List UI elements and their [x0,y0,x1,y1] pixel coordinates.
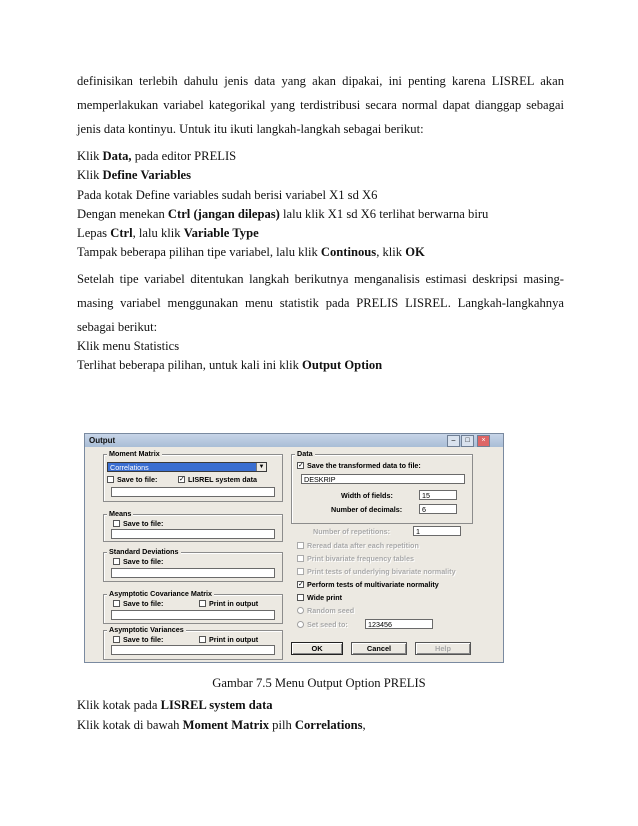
moment-matrix-label: Moment Matrix [109,449,160,458]
set-seed-radio[interactable] [297,621,304,628]
width-fields-label: Width of fields: [341,491,393,500]
reread-label: Reread data after each repetition [307,541,419,550]
moment-matrix-select[interactable]: Correlations ▼ [107,462,267,472]
multivariate-normality-label: Perform tests of multivariate normality [307,580,439,589]
help-button[interactable]: Help [415,642,471,655]
dialog-title: Output [89,436,116,445]
seed-input[interactable]: 123456 [365,619,433,629]
bivariate-normality-label: Print tests of underlying bivariate normality [307,567,456,576]
step-4: Dengan menekan Ctrl (jangan dilepas) lalu klik X1 sd X6 terlihat berwarna biru [77,207,489,221]
wide-print-label: Wide print [307,593,343,602]
step-3: Pada kotak Define variables sudah berisi variabel X1 sd X6 [77,188,378,202]
decimals-input[interactable]: 6 [419,504,457,514]
asym-var-file-input[interactable] [111,645,275,655]
repetitions-input[interactable]: 1 [413,526,461,536]
bivariate-freq-label: Print bivariate frequency tables [307,554,415,563]
wide-print-checkbox[interactable] [297,594,304,601]
std-dev-label: Standard Deviations [109,547,179,556]
after-step-2: Klik kotak di bawah Moment Matrix pilh Correlations, [77,718,366,732]
repetitions-label: Number of repetitions: [313,527,391,536]
means-file-input[interactable] [111,529,275,539]
reread-checkbox[interactable] [297,542,304,549]
asym-cov-save-checkbox[interactable] [113,600,120,607]
std-dev-save-checkbox[interactable] [113,558,120,565]
paragraph2-line3: sebagai berikut: [77,320,158,334]
std-dev-file-input[interactable] [111,568,275,578]
step-1: Klik Data, pada editor PRELIS [77,149,237,163]
width-fields-input[interactable]: 15 [419,490,457,500]
paragraph2-line1: Setelah tipe variabel ditentukan langkah berikutnya menganalisis estimasi deskripsi masing- [77,272,564,286]
asym-cov-print-label: Print in output [209,599,259,608]
close-icon[interactable]: × [477,435,490,447]
lisrel-system-data-checkbox[interactable]: ✓ [179,476,185,483]
paragraph1-line3: jenis data kontinyu. Untuk itu ikuti langkah-langkah sebagai berikut: [77,122,424,136]
moment-file-input[interactable] [111,487,275,497]
minimize-icon[interactable]: – [447,435,460,447]
asym-var-save-checkbox[interactable] [113,636,120,643]
means-save-label: Save to file: [123,519,164,528]
asym-cov-save-label: Save to file: [123,599,164,608]
means-save-checkbox[interactable] [113,520,120,527]
step-2: Klik Define Variables [77,168,192,182]
means-label: Means [109,509,132,518]
save-transformed-checkbox[interactable]: ✓ [298,462,304,469]
chevron-down-icon: ▼ [256,463,266,471]
dialog-titlebar [85,434,503,447]
paragraph1-line1: definisikan terlebih dahulu jenis data yang akan dipakai, ini penting karena LISREL akan [77,74,564,88]
random-seed-radio[interactable] [297,607,304,614]
ok-button[interactable]: OK [291,642,343,655]
asym-var-label: Asymptotic Variances [109,625,184,634]
after-step-1: Klik kotak pada LISREL system data [77,698,273,712]
asym-var-print-label: Print in output [209,635,259,644]
random-seed-label: Random seed [307,606,355,615]
decimals-label: Number of decimals: [331,505,403,514]
data-label: Data [297,449,313,458]
paragraph2-line4: Klik menu Statistics [77,339,180,353]
paragraph2-line5: Terlihat beberapa pilihan, untuk kali ini klik Output Option [77,358,383,372]
cancel-button[interactable]: Cancel [351,642,407,655]
paragraph2-line2: masing variabel menggunakan menu statistik pada PRELIS LISREL. Langkah-langkahnya [77,296,564,310]
asym-cov-label: Asymptotic Covariance Matrix [109,589,213,598]
step-6: Tampak beberapa pilihan tipe variabel, lalu klik Continous, klik OK [77,245,425,259]
figure-caption: Gambar 7.5 Menu Output Option PRELIS [212,676,426,690]
moment-save-label: Save to file: [117,475,158,484]
bivariate-freq-checkbox[interactable] [297,555,304,562]
std-dev-save-label: Save to file: [123,557,164,566]
asym-cov-file-input[interactable] [111,610,275,620]
multivariate-normality-checkbox[interactable]: ✓ [298,581,304,588]
asym-var-print-checkbox[interactable] [199,636,206,643]
asym-var-save-label: Save to file: [123,635,164,644]
data-filename-input[interactable]: DESKRIP [301,474,465,484]
asym-cov-print-checkbox[interactable] [199,600,206,607]
step-5: Lepas Ctrl, lalu klik Variable Type [77,226,259,240]
maximize-icon[interactable]: □ [461,435,474,447]
bivariate-normality-checkbox[interactable] [297,568,304,575]
output-dialog [84,433,504,663]
lisrel-system-data-label: LISREL system data [188,475,257,484]
moment-save-checkbox[interactable] [107,476,114,483]
set-seed-label: Set seed to: [307,620,348,629]
save-transformed-label: Save the transformed data to file: [307,461,421,470]
paragraph1-line2: memperlakukan variabel kategorikal yang terdistribusi secara normal dapat dianggap sebagai [77,98,564,112]
